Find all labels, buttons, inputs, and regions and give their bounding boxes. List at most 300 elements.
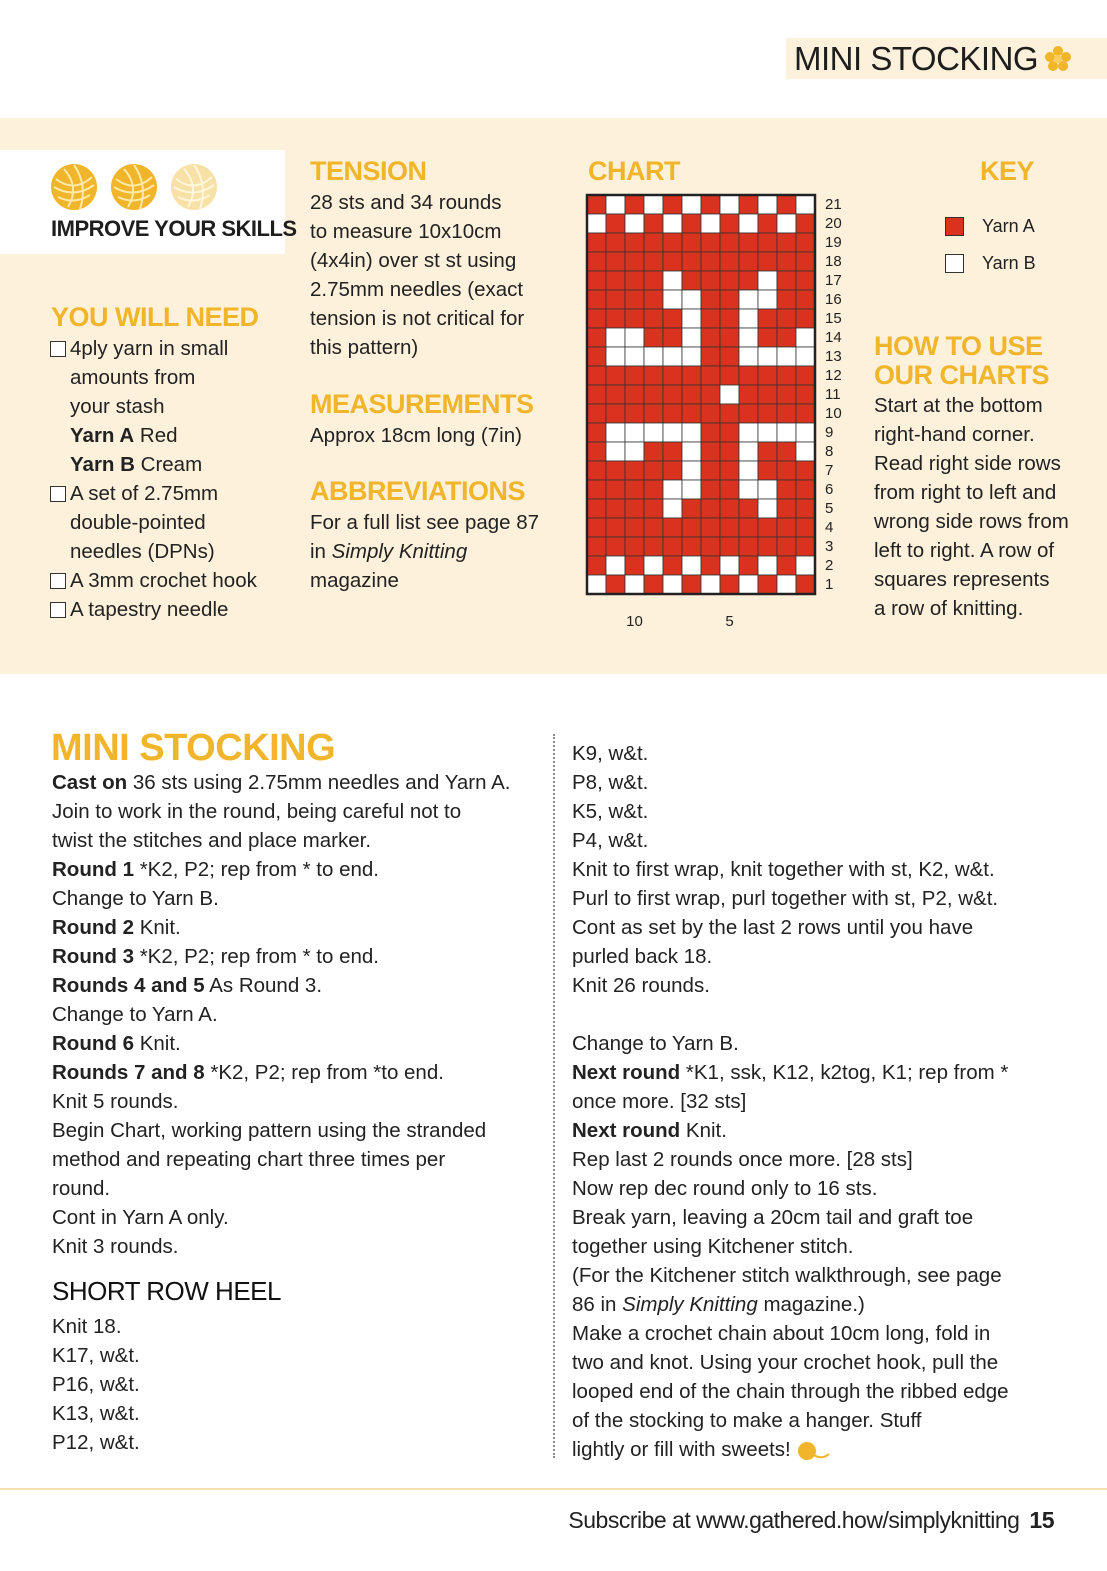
chart-cell [777, 233, 796, 252]
chart-cell [777, 214, 796, 233]
chart-cell [701, 518, 720, 537]
chart-cell [777, 461, 796, 480]
pattern-line: Change to Yarn A. [52, 1003, 218, 1026]
chart-cell [701, 195, 720, 214]
chart-cell [625, 347, 644, 366]
skill-level-balls [50, 163, 218, 211]
chart-cell [663, 366, 682, 385]
chart-cell [739, 518, 758, 537]
chart-cell [587, 347, 606, 366]
chart-cell [663, 404, 682, 423]
chart-cell [739, 309, 758, 328]
chart-cell [701, 537, 720, 556]
chart-cell [777, 195, 796, 214]
chart-cell [796, 404, 815, 423]
chart-cell [720, 423, 739, 442]
chart-cell [720, 442, 739, 461]
chart-cell [777, 328, 796, 347]
chart-cell [758, 385, 777, 404]
pattern-line: Round 1 *K2, P2; rep from * to end. [52, 858, 379, 881]
chart-cell [625, 461, 644, 480]
pattern-line: Knit 5 rounds. [52, 1090, 179, 1113]
chart-cell [663, 442, 682, 461]
chart-cell [758, 537, 777, 556]
key-item-yarn-a: Yarn A [945, 216, 1035, 237]
pattern-line: twist the stitches and place marker. [52, 829, 372, 852]
chart-cell [587, 480, 606, 499]
chart-cell [701, 575, 720, 594]
pattern-line: K13, w&t. [52, 1402, 140, 1425]
chart-cell [644, 575, 663, 594]
pattern-line: of the stocking to make a hanger. Stuff [572, 1409, 922, 1432]
chart-cell [587, 404, 606, 423]
chart-cell [720, 233, 739, 252]
chart-cell [701, 328, 720, 347]
chart-cell [758, 290, 777, 309]
chart-cell [739, 347, 758, 366]
chart-cell [606, 575, 625, 594]
list-item-line: amounts from [70, 366, 196, 389]
chart-cell [606, 537, 625, 556]
chart-cell [682, 252, 701, 271]
chart-cell [701, 480, 720, 499]
chart-cell [625, 480, 644, 499]
chart-cell [701, 442, 720, 461]
chart-cell [720, 499, 739, 518]
chart-cell [663, 214, 682, 233]
chart-cell [701, 347, 720, 366]
chart-cell [777, 252, 796, 271]
key-item-yarn-b: Yarn B [945, 253, 1036, 274]
chart-cell [625, 556, 644, 575]
chart-cell [720, 556, 739, 575]
chart-cell [739, 252, 758, 271]
chart-cell [682, 309, 701, 328]
chart-cell [682, 423, 701, 442]
you-will-need-heading: YOU WILL NEED [51, 302, 259, 332]
chart-cell [796, 214, 815, 233]
chart-cell [587, 442, 606, 461]
pattern-line: Rounds 7 and 8 *K2, P2; rep from *to end. [52, 1061, 444, 1084]
chart-cell [682, 290, 701, 309]
chart-cell [796, 309, 815, 328]
chart-row-number: 20 [825, 215, 842, 232]
chart-cell [625, 309, 644, 328]
chart-row-number: 1 [825, 576, 834, 593]
yarn-ball-end-icon [796, 1440, 830, 1462]
checkbox-icon [50, 573, 66, 589]
chart-cell [701, 461, 720, 480]
list-item: A 3mm crochet hook [50, 566, 290, 595]
measurements-text: Approx 18cm long (7in) [310, 424, 522, 447]
chart-cell [625, 290, 644, 309]
pattern-line: K17, w&t. [52, 1344, 140, 1367]
chart-cell [625, 195, 644, 214]
chart-cell [739, 556, 758, 575]
chart-cell [777, 499, 796, 518]
chart-cell [644, 385, 663, 404]
chart-cell [720, 309, 739, 328]
chart-cell [758, 518, 777, 537]
chart-cell [796, 518, 815, 537]
pattern-line: P8, w&t. [572, 771, 649, 794]
chart-cell [777, 518, 796, 537]
chart-cell [644, 214, 663, 233]
chart-cell [796, 556, 815, 575]
chart-cell [720, 461, 739, 480]
pattern-line: P12, w&t. [52, 1431, 140, 1454]
pattern-line: Knit 3 rounds. [52, 1235, 179, 1258]
chart-cell [644, 461, 663, 480]
chart-cell [796, 271, 815, 290]
chart-cell [720, 347, 739, 366]
chart-cell [644, 271, 663, 290]
list-item-line: double-pointed [70, 511, 206, 534]
you-will-need-list [50, 334, 290, 624]
chart-cell [720, 518, 739, 537]
chart-cell [777, 366, 796, 385]
pattern-line: Begin Chart, working pattern using the stranded [52, 1119, 487, 1142]
pattern-line: Round 2 Knit. [52, 916, 181, 939]
chart-cell [682, 195, 701, 214]
chart-cell [720, 537, 739, 556]
pattern-line: Next round Knit. [572, 1119, 727, 1142]
pattern-line: looped end of the chain through the ribbed edge [572, 1380, 1009, 1403]
chart-cell [777, 309, 796, 328]
chart-cell [682, 518, 701, 537]
chart-cell [796, 537, 815, 556]
chart-cell [796, 328, 815, 347]
chart-cell [587, 214, 606, 233]
pattern-line: Next round *K1, ssk, K12, k2tog, K1; rep from * [572, 1061, 1009, 1084]
chart-cell [777, 290, 796, 309]
abbreviations-heading: ABBREVIATIONS [310, 476, 526, 506]
chart-cell [606, 518, 625, 537]
chart-cell [720, 404, 739, 423]
pattern-line: purled back 18. [572, 945, 713, 968]
chart-cell [606, 214, 625, 233]
chart-row-number: 14 [825, 329, 842, 346]
chart-cell [682, 385, 701, 404]
chart-cell [739, 537, 758, 556]
chart-cell [625, 537, 644, 556]
short-row-heel-heading: SHORT ROW HEEL [52, 1276, 281, 1306]
pattern-line: round. [52, 1177, 111, 1200]
chart-row-number: 12 [825, 367, 842, 384]
chart-cell [739, 499, 758, 518]
pattern-line: Rounds 4 and 5 As Round 3. [52, 974, 323, 997]
chart-cell [682, 461, 701, 480]
footer-subscribe-text: Subscribe at www.gathered.how/simplyknitting [568, 1507, 1020, 1533]
chart-cell [625, 366, 644, 385]
chart-cell [606, 233, 625, 252]
yarn-ball-icon-faded [170, 163, 218, 211]
chart-cell [796, 480, 815, 499]
chart-cell [739, 385, 758, 404]
chart-cell [682, 499, 701, 518]
chart-cell [644, 309, 663, 328]
how-to-heading: HOW TO USE OUR CHARTS [874, 331, 1049, 390]
chart-cell [682, 404, 701, 423]
key-heading: KEY [980, 156, 1035, 186]
chart-cell [606, 385, 625, 404]
chart-cell [682, 328, 701, 347]
checkbox-icon [50, 341, 66, 357]
chart-cell [720, 328, 739, 347]
chart-cell [758, 309, 777, 328]
chart-cell [625, 575, 644, 594]
chart-cell [720, 290, 739, 309]
pattern-line: (For the Kitchener stitch walkthrough, see page [572, 1264, 1002, 1287]
chart-cell [701, 271, 720, 290]
chart-cell [606, 328, 625, 347]
chart-cell [644, 347, 663, 366]
chart-cell [777, 423, 796, 442]
column-divider [553, 734, 555, 1458]
chart-cell [682, 271, 701, 290]
chart-cell [796, 233, 815, 252]
chart-cell [644, 442, 663, 461]
pattern-line: Round 6 Knit. [52, 1032, 181, 1055]
chart-cell [777, 347, 796, 366]
chart-row-number: 4 [825, 519, 834, 536]
pattern-line: Cont as set by the last 2 rows until you have [572, 916, 974, 939]
chart-cell [777, 271, 796, 290]
chart-row-number: 13 [825, 348, 842, 365]
pattern-line: together using Kitchener stitch. [572, 1235, 854, 1258]
chart-row-number: 2 [825, 557, 834, 574]
yarn-ball-icon [50, 163, 98, 211]
chart-cell [587, 575, 606, 594]
chart-cell [739, 233, 758, 252]
chart-cell [758, 461, 777, 480]
chart-cell [625, 518, 644, 537]
header-tab [786, 38, 1107, 79]
chart-cell [796, 366, 815, 385]
chart-cell [739, 214, 758, 233]
chart-cell [682, 537, 701, 556]
chart-cell [682, 214, 701, 233]
footer-rule [0, 1488, 1107, 1490]
chart-cell [777, 404, 796, 423]
chart-cell [625, 214, 644, 233]
chart-cell [739, 423, 758, 442]
chart-cell [606, 499, 625, 518]
chart-cell [720, 385, 739, 404]
chart-cell [682, 366, 701, 385]
chart-cell [739, 442, 758, 461]
chart-cell [625, 385, 644, 404]
chart-heading: CHART [588, 156, 680, 186]
chart-cell [701, 214, 720, 233]
chart-cell [796, 290, 815, 309]
chart-row-number: 8 [825, 443, 834, 460]
chart-cell [777, 442, 796, 461]
chart-cell [606, 347, 625, 366]
chart-cell [796, 442, 815, 461]
chart-cell [663, 195, 682, 214]
chart-cell [701, 499, 720, 518]
chart-cell [663, 290, 682, 309]
chart-cell [644, 252, 663, 271]
chart-cell [644, 233, 663, 252]
chart-cell [758, 233, 777, 252]
chart-row-number: 15 [825, 310, 842, 327]
chart-cell [682, 442, 701, 461]
pattern-line: Round 3 *K2, P2; rep from * to end. [52, 945, 379, 968]
chart-row-number: 5 [825, 500, 834, 517]
abbreviations-text: For a full list see page 87 in Simply Knitting magazine [310, 511, 540, 592]
list-item: 4ply yarn in small [50, 334, 290, 363]
chart-cell [720, 575, 739, 594]
chart-cell [720, 480, 739, 499]
chart-row-number: 18 [825, 253, 842, 270]
chart-cell [796, 252, 815, 271]
pattern-line: Cast on 36 sts using 2.75mm needles and Yarn A. [52, 771, 511, 794]
chart-cell [606, 195, 625, 214]
chart-cell [663, 556, 682, 575]
pattern-line: 86 in Simply Knitting magazine.) [572, 1293, 865, 1316]
chart-cell [682, 233, 701, 252]
chart-cell [663, 461, 682, 480]
chart-cell [663, 347, 682, 366]
pattern-line: lightly or fill with sweets! [572, 1435, 1009, 1464]
chart-cell [758, 366, 777, 385]
chart-cell [644, 423, 663, 442]
chart-cell [606, 252, 625, 271]
chart-cell [796, 461, 815, 480]
header-title: MINI STOCKING [794, 39, 1039, 77]
yarn-b-line: Yarn B Cream [70, 453, 203, 476]
footer [568, 1507, 1054, 1534]
knitting-chart [584, 192, 854, 632]
chart-cell [625, 233, 644, 252]
chart-cell [663, 328, 682, 347]
chart-cell [720, 366, 739, 385]
chart-cell [796, 423, 815, 442]
chart-cell [644, 556, 663, 575]
chart-row-number: 17 [825, 272, 842, 289]
chart-cell [701, 556, 720, 575]
pattern-line: Now rep dec round only to 16 sts. [572, 1177, 878, 1200]
pattern-line: K9, w&t. [572, 742, 649, 765]
chart-cell [663, 385, 682, 404]
chart-cell [777, 556, 796, 575]
chart-cell [701, 233, 720, 252]
pattern-line: P16, w&t. [52, 1373, 140, 1396]
chart-cell [644, 366, 663, 385]
chart-cell [644, 328, 663, 347]
chart-cell [587, 537, 606, 556]
pattern-line: Make a crochet chain about 10cm long, fold in [572, 1322, 991, 1345]
chart-cell [587, 328, 606, 347]
pattern-line: K5, w&t. [572, 800, 649, 823]
chart-cell [606, 404, 625, 423]
skills-label: IMPROVE YOUR SKILLS [51, 216, 297, 241]
chart-cell [663, 233, 682, 252]
pattern-line: Knit 26 rounds. [572, 974, 710, 997]
chart-cell [606, 556, 625, 575]
chart-cell [663, 518, 682, 537]
chart-row-number: 19 [825, 234, 842, 251]
pattern-line: Change to Yarn B. [572, 1032, 739, 1055]
chart-cell [796, 347, 815, 366]
chart-cell [758, 195, 777, 214]
chart-cell [644, 537, 663, 556]
chart-cell [701, 423, 720, 442]
chart-cell [701, 290, 720, 309]
chart-cell [701, 366, 720, 385]
tension-heading: TENSION [310, 156, 427, 186]
chart-cell [587, 290, 606, 309]
chart-cell [758, 404, 777, 423]
chart-cell [758, 423, 777, 442]
chart-cell [663, 480, 682, 499]
chart-row-number: 10 [825, 405, 842, 422]
chart-row-number: 21 [825, 196, 842, 213]
chart-cell [606, 480, 625, 499]
chart-cell [758, 271, 777, 290]
chart-cell [644, 518, 663, 537]
chart-row-number: 9 [825, 424, 834, 441]
chart-cell [720, 195, 739, 214]
chart-cell [777, 575, 796, 594]
chart-cell [587, 499, 606, 518]
chart-row-number: 3 [825, 538, 834, 555]
pattern-column-left [52, 768, 510, 1457]
chart-cell [739, 290, 758, 309]
measurements-heading: MEASUREMENTS [310, 389, 534, 419]
tension-text: 28 sts and 34 rounds to measure 10x10cm (4x4in) over st st using 2.75mm needles (exact tension is not critical for this pattern) [310, 191, 525, 359]
chart-cell [701, 252, 720, 271]
chart-cell [587, 195, 606, 214]
chart-row-number: 16 [825, 291, 842, 308]
chart-cell [796, 195, 815, 214]
checkbox-icon [50, 602, 66, 618]
chart-cell [587, 461, 606, 480]
chart-cell [739, 480, 758, 499]
chart-cell [701, 309, 720, 328]
chart-cell [644, 480, 663, 499]
chart-cell [644, 195, 663, 214]
chart-cell [796, 575, 815, 594]
chart-cell [758, 347, 777, 366]
chart-col-label: 5 [725, 613, 734, 630]
chart-cell [625, 423, 644, 442]
chart-cell [758, 575, 777, 594]
chart-cell [606, 423, 625, 442]
chart-cell [720, 214, 739, 233]
chart-cell [701, 385, 720, 404]
chart-cell [701, 404, 720, 423]
chart-cell [587, 518, 606, 537]
chart-cell [777, 385, 796, 404]
chart-cell [758, 214, 777, 233]
chart-cell [625, 252, 644, 271]
chart-cell [606, 271, 625, 290]
chart-cell [796, 385, 815, 404]
pattern-line: P4, w&t. [572, 829, 649, 852]
chart-cell [720, 271, 739, 290]
chart-cell [606, 461, 625, 480]
chart-cell [758, 480, 777, 499]
chart-cell [644, 290, 663, 309]
chart-cell [606, 309, 625, 328]
chart-cell [796, 499, 815, 518]
chart-cell [587, 366, 606, 385]
chart-cell [663, 271, 682, 290]
chart-cell [758, 252, 777, 271]
